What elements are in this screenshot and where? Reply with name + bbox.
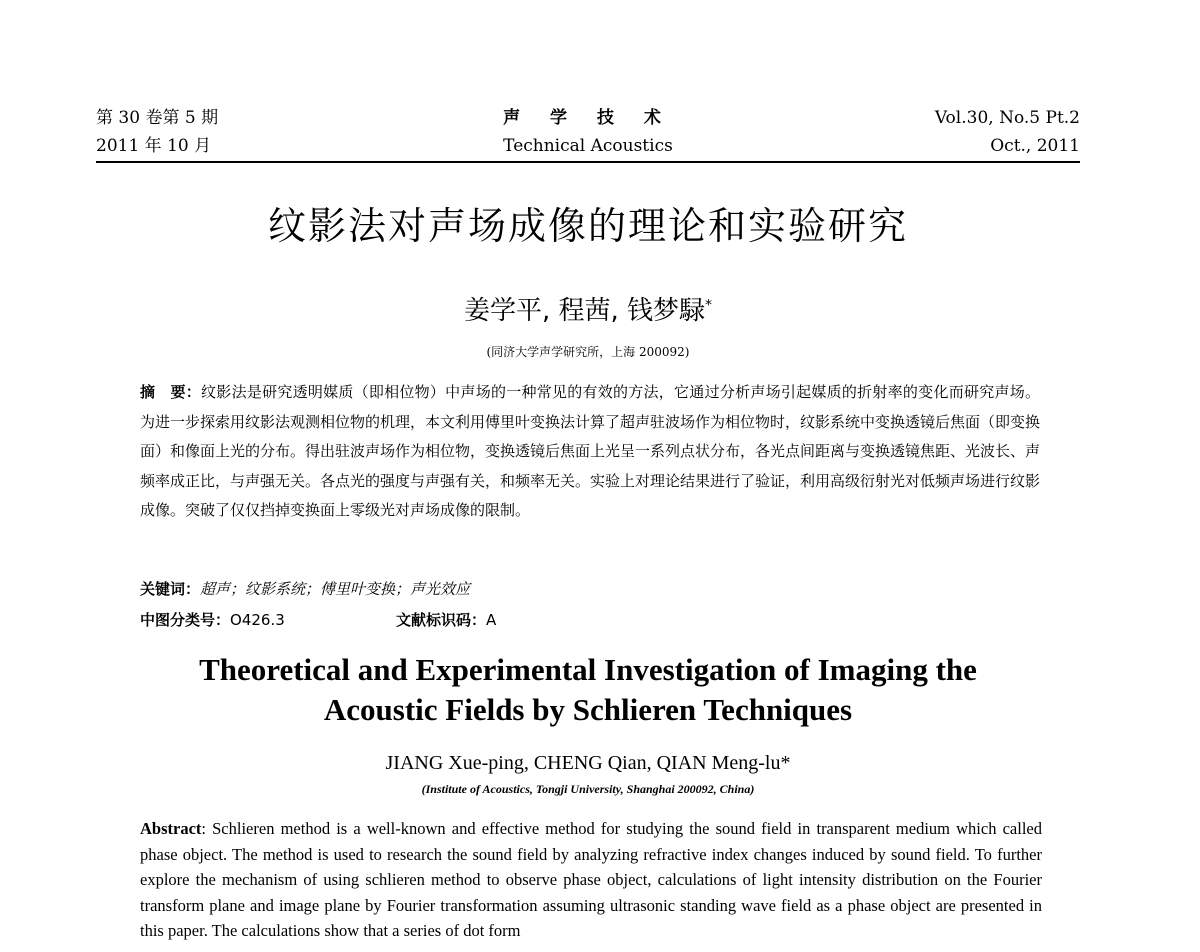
clc-label: 中图分类号： [140, 611, 231, 629]
abstract-en-label: Abstract [140, 819, 202, 838]
date-cn: 2011 年 10 月 [96, 136, 212, 156]
authors-en: JIANG Xue-ping, CHENG Qian, QIAN Meng-lu* [385, 752, 791, 774]
keywords-cn-label: 关键词： [140, 580, 201, 598]
authors-cn-mark: * [705, 297, 713, 314]
volume-issue: 第 30 卷第 5 期 [96, 108, 219, 128]
abstract-en-text: : Schlieren method is a well-known and effective method for studying the sound field in transparent medium which called phase object. The method is used to research the sound field by analyzing refractive index changes induced by sound field. To further explore the mechanism of using schlieren method to observe phase object, calculations of light intensity distribution on the Fourier transform plane and image plane by Fourier transformation assuming ultrasonic standing wave field as a phase object are presented in this paper. The calculations show that a series of dot form [140, 819, 1042, 940]
journal-name-cn: 声 学 技 术 [503, 108, 673, 128]
abstract-cn-text: 纹影法是研究透明媒质（即相位物）中声场的一种常见的有效的方法，它通过分析声场引起媒质的折射率的变化而研究声场。为进一步探索用纹影法观测相位物的机理，本文利用傅里叶变换法计算了超声驻波场作为相位物时，纹影系统中变换透镜后焦面（即变换面）和像面上光的分布。得出驻波声场作为相位物，变换透镜后焦面上光呈一系列点状分布，各光点间距离与变换透镜焦距、光波长、声频率成正比，与声强无关。各点光的强度与声强有关，和频率无关。实验上对理论结果进行了验证，利用高级衍射光对低频声场进行纹影成像。突破了仅仅挡掉变换面上零级光对声场成像的限制。 [140, 383, 1041, 519]
header-right [935, 104, 1080, 160]
title-en-line1: Theoretical and Experimental Investigation of Imaging the [199, 652, 977, 687]
classification-line [140, 609, 497, 630]
doc-code-label: 文献标识码： [396, 611, 487, 629]
keywords-cn [140, 578, 470, 599]
title-cn: 纹影法对声场成像的理论和实验研究 [267, 204, 908, 248]
clc-value: O426.3 [230, 611, 285, 629]
authors-cn-names: 姜学平, 程茜, 钱梦騄 [463, 296, 706, 326]
doc-code-value: A [486, 611, 497, 629]
doc-code [396, 609, 496, 630]
journal-name-en: Technical Acoustics [503, 136, 673, 156]
abstract-en [140, 816, 1042, 944]
abstract-cn [140, 378, 1040, 526]
affiliation-cn: (同济大学声学研究所，上海 200092) [486, 345, 690, 359]
keywords-cn-text: 超声；纹影系统；傅里叶变换；声光效应 [200, 580, 471, 598]
affiliation-en: (Institute of Acoustics, Tongji University, Shanghai 200092, China) [421, 782, 755, 796]
title-en-line2: Acoustic Fields by Schlieren Techniques [323, 692, 853, 727]
abstract-cn-label: 摘 要： [140, 383, 202, 401]
title-en [0, 650, 1176, 730]
date-en: Oct., 2011 [990, 136, 1080, 156]
header-rule [96, 161, 1080, 163]
authors-cn [0, 290, 1176, 327]
volume-en: Vol.30, No.5 Pt.2 [934, 108, 1080, 128]
